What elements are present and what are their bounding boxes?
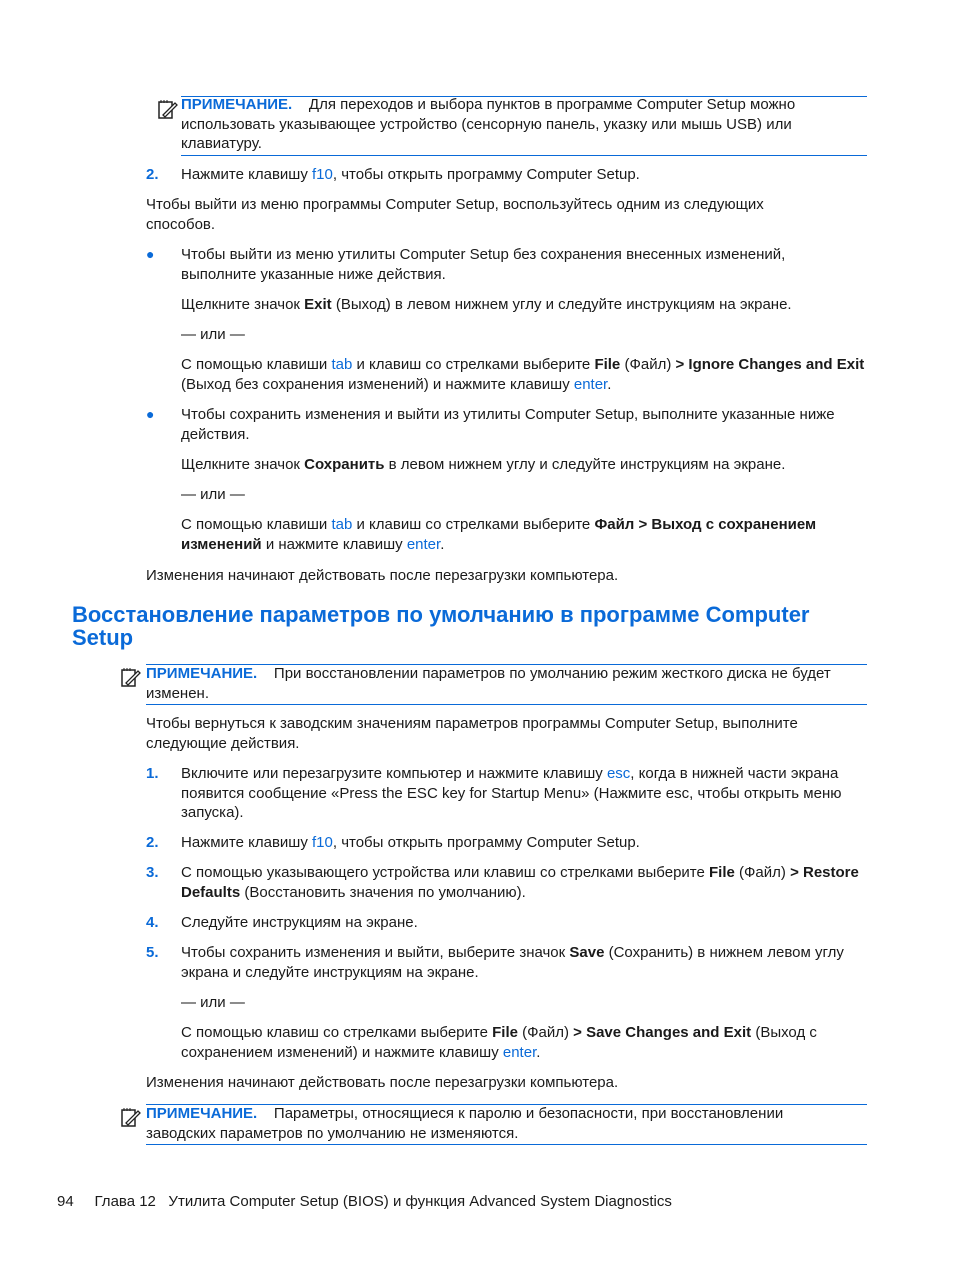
instruction: Щелкните значок Exit (Выход) в левом нижнем углу и следуйте инструкциям на экране. [181, 296, 792, 313]
bullet-text: Чтобы выйти из меню утилиты Computer Setup без сохранения внесенных изменений, выполните указанные ниже действия. [181, 246, 786, 283]
note-pencil-icon [120, 1106, 142, 1128]
page-footer [57, 1192, 672, 1212]
section-heading: Восстановление параметров по умолчанию в программе Computer Setup [72, 602, 810, 650]
note-label: ПРИМЕЧАНИЕ. [181, 96, 293, 113]
instruction-alt: С помощью клавиш со стрелками выберите File (Файл) > Save Changes and Exit (Выход с сохранением изменений) и нажмите клавишу enter. [181, 1024, 817, 1061]
step-text: С помощью указывающего устройства или клавиш со стрелками выберите File (Файл) > Restore Defaults (Восстановить значения по умолчанию). [181, 864, 859, 901]
step-text: Включите или перезагрузите компьютер и нажмите клавишу esc, когда в нижней части экрана появится сообщение «Press the ESC key for Startup Menu» (Нажмите esc, чтобы открыть меню запуска). [181, 765, 842, 821]
bullet-icon: ● [146, 406, 155, 422]
note-label: ПРИМЕЧАНИЕ. [146, 1105, 258, 1122]
or-separator: — или — [181, 326, 245, 343]
step-number: 5. [146, 944, 159, 961]
step-number: 2. [146, 166, 159, 183]
step-number: 1. [146, 765, 159, 782]
chapter-number: Глава 12 [94, 1193, 156, 1210]
instruction: Щелкните значок Сохранить в левом нижнем углу и следуйте инструкциям на экране. [181, 456, 786, 473]
note-label: ПРИМЕЧАНИЕ. [146, 665, 258, 682]
paragraph: Изменения начинают действовать после перезагрузки компьютера. [146, 567, 619, 584]
step-number: 3. [146, 864, 159, 881]
note-text: ПРИМЕЧАНИЕ. При восстановлении параметров по умолчанию режим жесткого диска не будет изменен. [146, 665, 831, 702]
or-separator: — или — [181, 994, 245, 1011]
page-number: 94 [57, 1193, 74, 1210]
step-number: 2. [146, 834, 159, 851]
step-text: Нажмите клавишу f10, чтобы открыть программу Computer Setup. [181, 834, 640, 851]
step-text: Нажмите клавишу f10, чтобы открыть программу Computer Setup. [181, 166, 640, 183]
paragraph: Чтобы выйти из меню программы Computer Setup, воспользуйтесь одним из следующих способов. [146, 196, 764, 233]
instruction-alt: С помощью клавиши tab и клавиш со стрелками выберите Файл > Выход с сохранением изменений и нажмите клавишу enter. [181, 516, 817, 553]
key-f10: f10 [312, 166, 333, 183]
step-text: Чтобы сохранить изменения и выйти, выберите значок Save (Сохранить) в нижнем левом углу экрана и следуйте инструкциям на экране. [181, 944, 844, 981]
paragraph: Изменения начинают действовать после перезагрузки компьютера. [146, 1074, 619, 1091]
step-text: Следуйте инструкциям на экране. [181, 914, 418, 931]
step-number: 4. [146, 914, 159, 931]
note-pencil-icon [157, 98, 179, 120]
note-text: ПРИМЕЧАНИЕ. Для переходов и выбора пунктов в программе Computer Setup можно использовать указывающее устройство (сенсорную панель, указку или мышь USB) или клавиатуру. [181, 96, 796, 152]
chapter-title: Утилита Computer Setup (BIOS) и функция Advanced System Diagnostics [168, 1193, 672, 1210]
note-text: ПРИМЕЧАНИЕ. Параметры, относящиеся к паролю и безопасности, при восстановлении заводских параметров по умолчанию не изменяются. [146, 1105, 784, 1142]
bullet-text: Чтобы сохранить изменения и выйти из утилиты Computer Setup, выполните указанные ниже действия. [181, 406, 835, 443]
paragraph: Чтобы вернуться к заводским значениям параметров программы Computer Setup, выполните следующие действия. [146, 715, 798, 752]
instruction-alt: С помощью клавиши tab и клавиш со стрелками выберите File (Файл) > Ignore Changes and Exit (Выход без сохранения изменений) и нажмите клавишу enter. [181, 356, 865, 393]
or-separator: — или — [181, 486, 245, 503]
note-pencil-icon [120, 666, 142, 688]
bullet-icon: ● [146, 246, 155, 262]
